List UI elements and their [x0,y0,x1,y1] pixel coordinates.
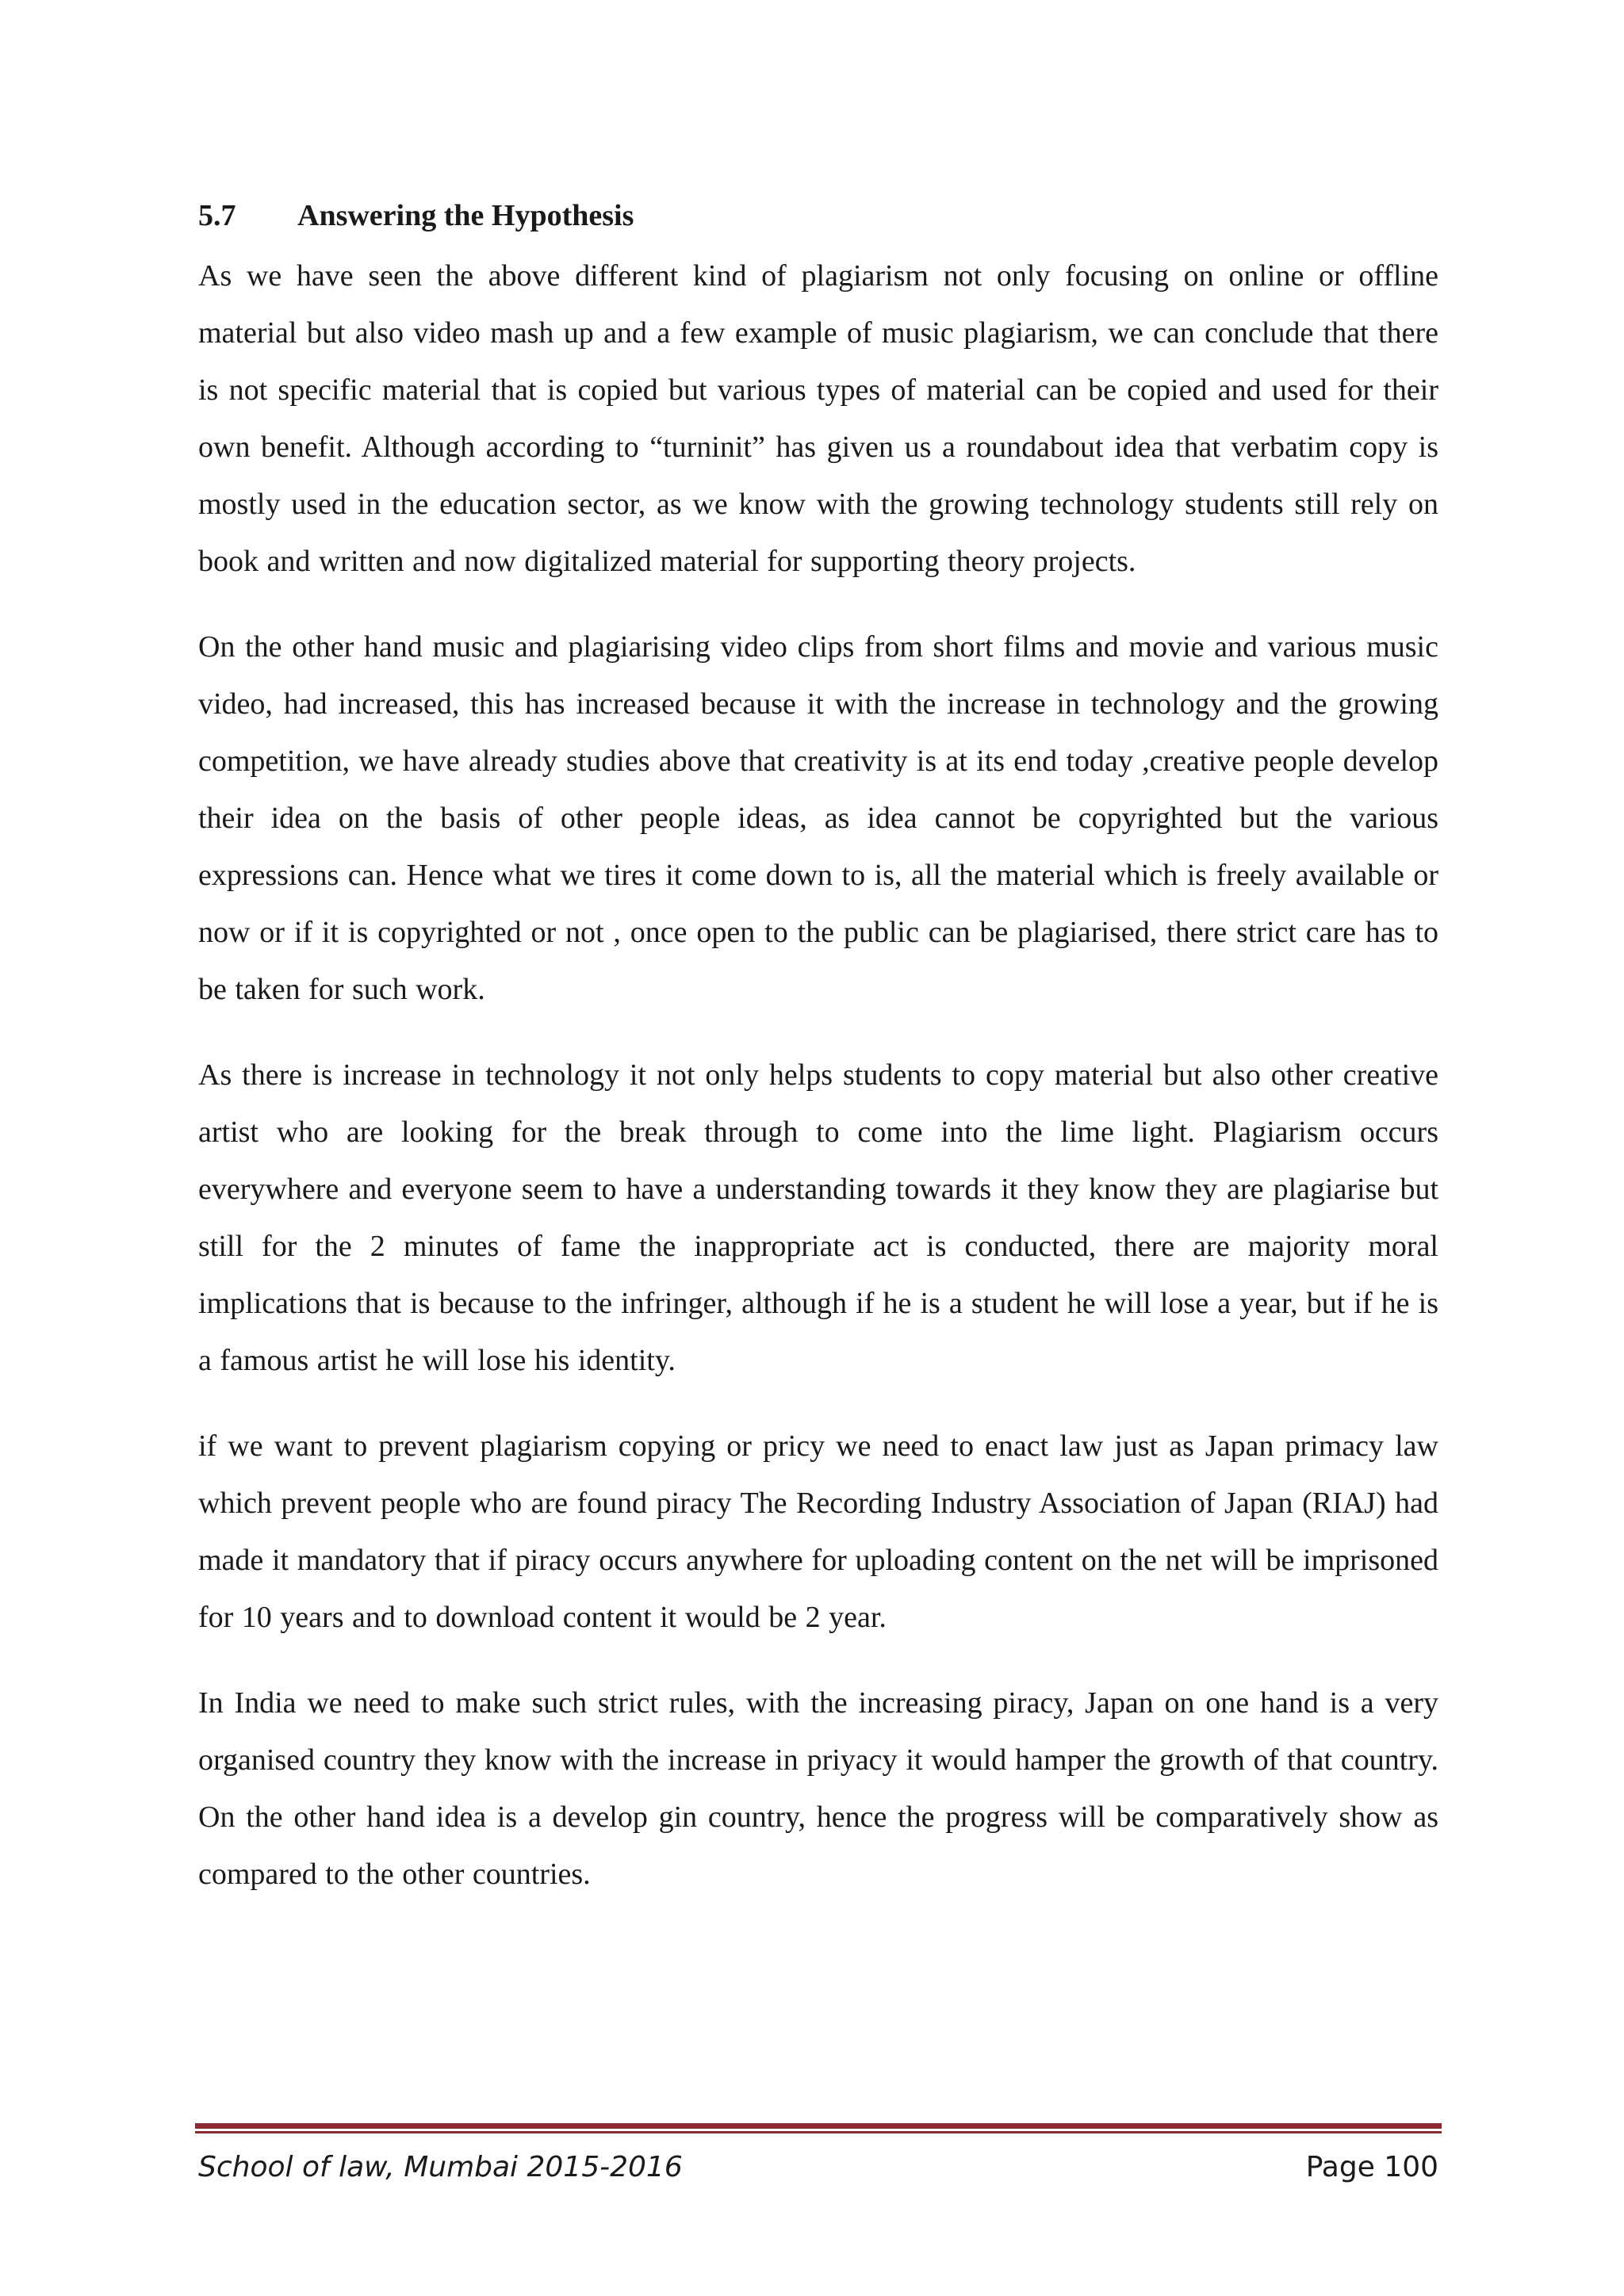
footer-page-number: Page 100 [1305,2151,1438,2183]
section-heading [198,195,634,236]
paragraph: if we want to prevent plagiarism copying or pricy we need to enact law just as Japan primacy law which prevent people who are found piracy The Recording Industry Association of Japan (RIAJ) had made it mandatory that if piracy occurs anywhere for uploading content on the net will be imprisoned for 10 years and to download content it would be 2 year. [198,1429,1438,1634]
footer-institution: School of law, Mumbai 2015-2016 [198,2151,683,2183]
paragraph: As we have seen the above different kind of plagiarism not only focusing on online or offline material but also video mash up and a few example of music plagiarism, we can conclude that there is not specific material that is copied but various types of material can be copied and used for their own benefit. Although according to “turninit” has given us a roundabout idea that verbatim copy is mostly used in the education sector, as we know with the growing technology students still rely on book and written and now digitalized material for supporting theory projects. [198,259,1438,578]
paragraph: On the other hand music and plagiarising video clips from short films and movie and various music video, had increased, this has increased because it with the increase in technology and the growing competition, we have already studies above that creativity is at its end today ,creative people develop their idea on the basis of other people ideas, as idea cannot be copyrighted but the various expressions can. Hence what we tires it come down to is, all the material which is freely available or now or if it is copyrighted or not , once open to the public can be plagiarised, there strict care has to be taken for such work. [198,630,1438,1006]
section-number: 5.7 [198,199,236,232]
paragraph: As there is increase in technology it not only helps students to copy material but also other creative artist who are looking for the break through to come into the lime light. Plagiarism occurs everywhere and everyone seem to have a understanding towards it they know they are plagiarise but still for the 2 minutes of fame the inappropriate act is conducted, there are majority moral implications that is because to the infringer, although if he is a student he will lose a year, but if he is a famous artist he will lose his identity. [198,1058,1438,1377]
section-title: Answering the Hypothesis [297,199,634,232]
paragraph: In India we need to make such strict rules, with the increasing piracy, Japan on one hand is a very organised country they know with the increase in priyacy it would hamper the growth of that country. On the other hand idea is a develop gin country, hence the progress will be comparatively show as compared to the other countries. [198,1686,1438,1891]
footer-rule-thick [195,2123,1442,2129]
body-text [198,247,1438,1931]
footer-rule-thin [195,2131,1442,2133]
